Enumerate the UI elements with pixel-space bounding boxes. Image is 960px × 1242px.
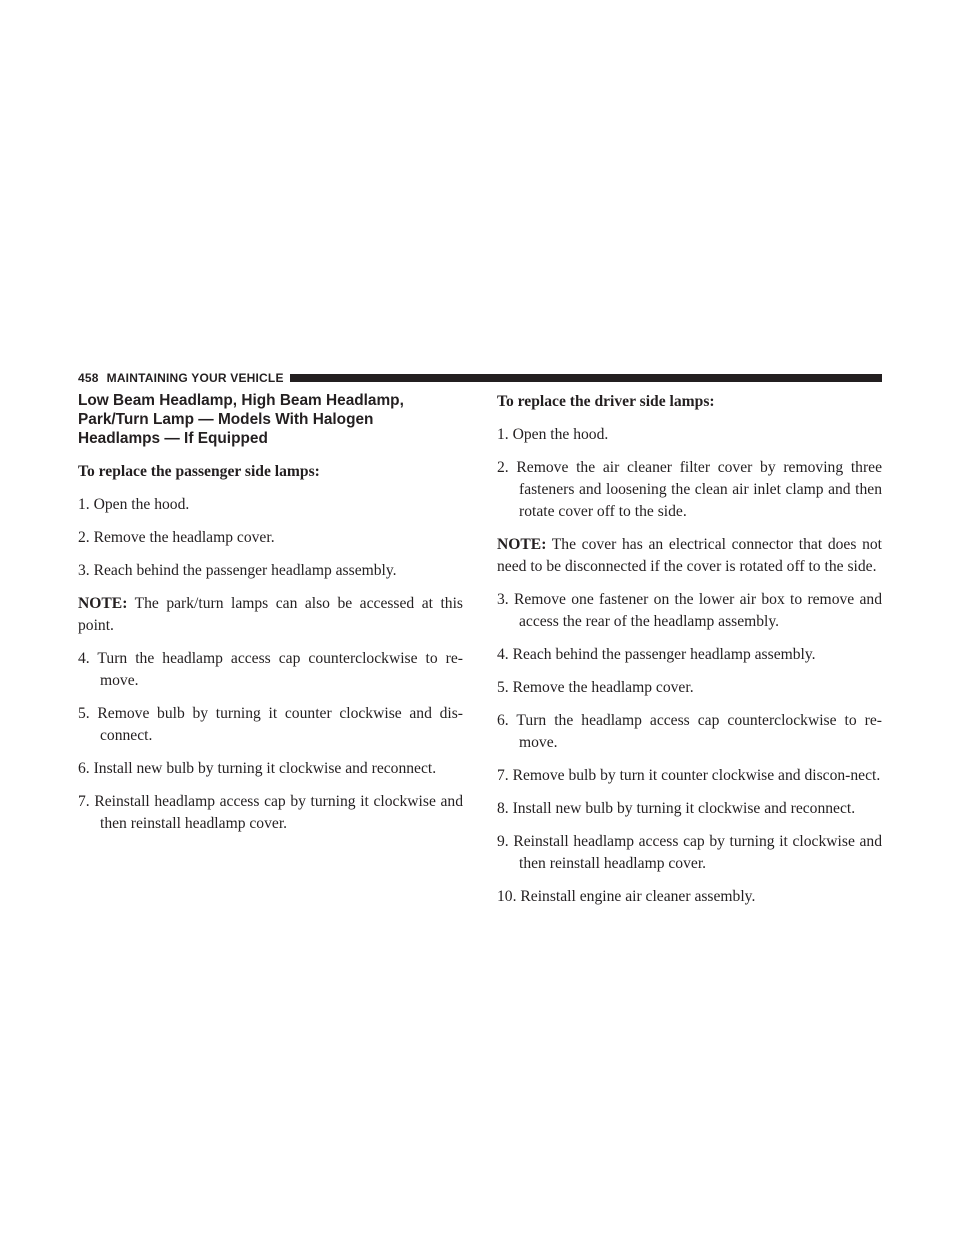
header-rule <box>290 374 882 382</box>
step-item: 5. Remove the headlamp cover. <box>497 679 694 696</box>
step-item: 9. Reinstall headlamp access cap by turning it clockwise and then reinstall headlamp cover. <box>497 833 882 872</box>
right-column <box>497 391 882 919</box>
step-item: 3. Reach behind the passenger headlamp assembly. <box>78 562 397 579</box>
step-item: 7. Remove bulb by turn it counter clockwise and discon-nect. <box>497 767 881 784</box>
step-item: 6. Turn the headlamp access cap counterclockwise to re-move. <box>497 712 882 751</box>
page-number: 458 <box>78 371 99 385</box>
driver-side-subhead: To replace the driver side lamps: <box>497 393 715 410</box>
step-item: 7. Reinstall headlamp access cap by turning it clockwise and then reinstall headlamp cover. <box>78 793 463 832</box>
page-header <box>78 371 882 385</box>
step-item: 4. Turn the headlamp access cap counterclockwise to re-move. <box>78 650 463 689</box>
note-paragraph <box>78 593 463 637</box>
note-text: The park/turn lamps can also be accessed at this point. <box>78 595 463 634</box>
step-item: 2. Remove the headlamp cover. <box>78 529 275 546</box>
step-item: 10. Reinstall engine air cleaner assembly. <box>497 888 756 905</box>
note-text: The cover has an electrical connector that does not need to be disconnected if the cover is rotated off to the side. <box>497 536 882 575</box>
note-label: NOTE: <box>497 536 547 553</box>
heading-line: Low Beam Headlamp, High Beam Headlamp, <box>78 392 404 409</box>
step-item: 6. Install new bulb by turning it clockwise and reconnect. <box>78 760 437 777</box>
step-item: 1. Open the hood. <box>78 496 190 513</box>
passenger-side-subhead: To replace the passenger side lamps: <box>78 463 320 480</box>
heading-line: Headlamps — If Equipped <box>78 430 268 447</box>
step-item: 4. Reach behind the passenger headlamp assembly. <box>497 646 816 663</box>
left-column <box>78 391 463 846</box>
step-item: 1. Open the hood. <box>497 426 609 443</box>
heading-line: Park/Turn Lamp — Models With Halogen <box>78 411 374 428</box>
section-heading <box>78 391 463 448</box>
step-item: 2. Remove the air cleaner filter cover by removing three fasteners and loosening the clean air inlet clamp and then rotate cover off to the side. <box>497 459 882 520</box>
step-item: 5. Remove bulb by turning it counter clockwise and dis-connect. <box>78 705 463 744</box>
step-item: 8. Install new bulb by turning it clockwise and reconnect. <box>497 800 856 817</box>
step-item: 3. Remove one fastener on the lower air box to remove and access the rear of the headlamp assembly. <box>497 591 882 630</box>
note-paragraph <box>497 534 882 578</box>
note-label: NOTE: <box>78 595 128 612</box>
section-title: MAINTAINING YOUR VEHICLE <box>106 371 284 385</box>
